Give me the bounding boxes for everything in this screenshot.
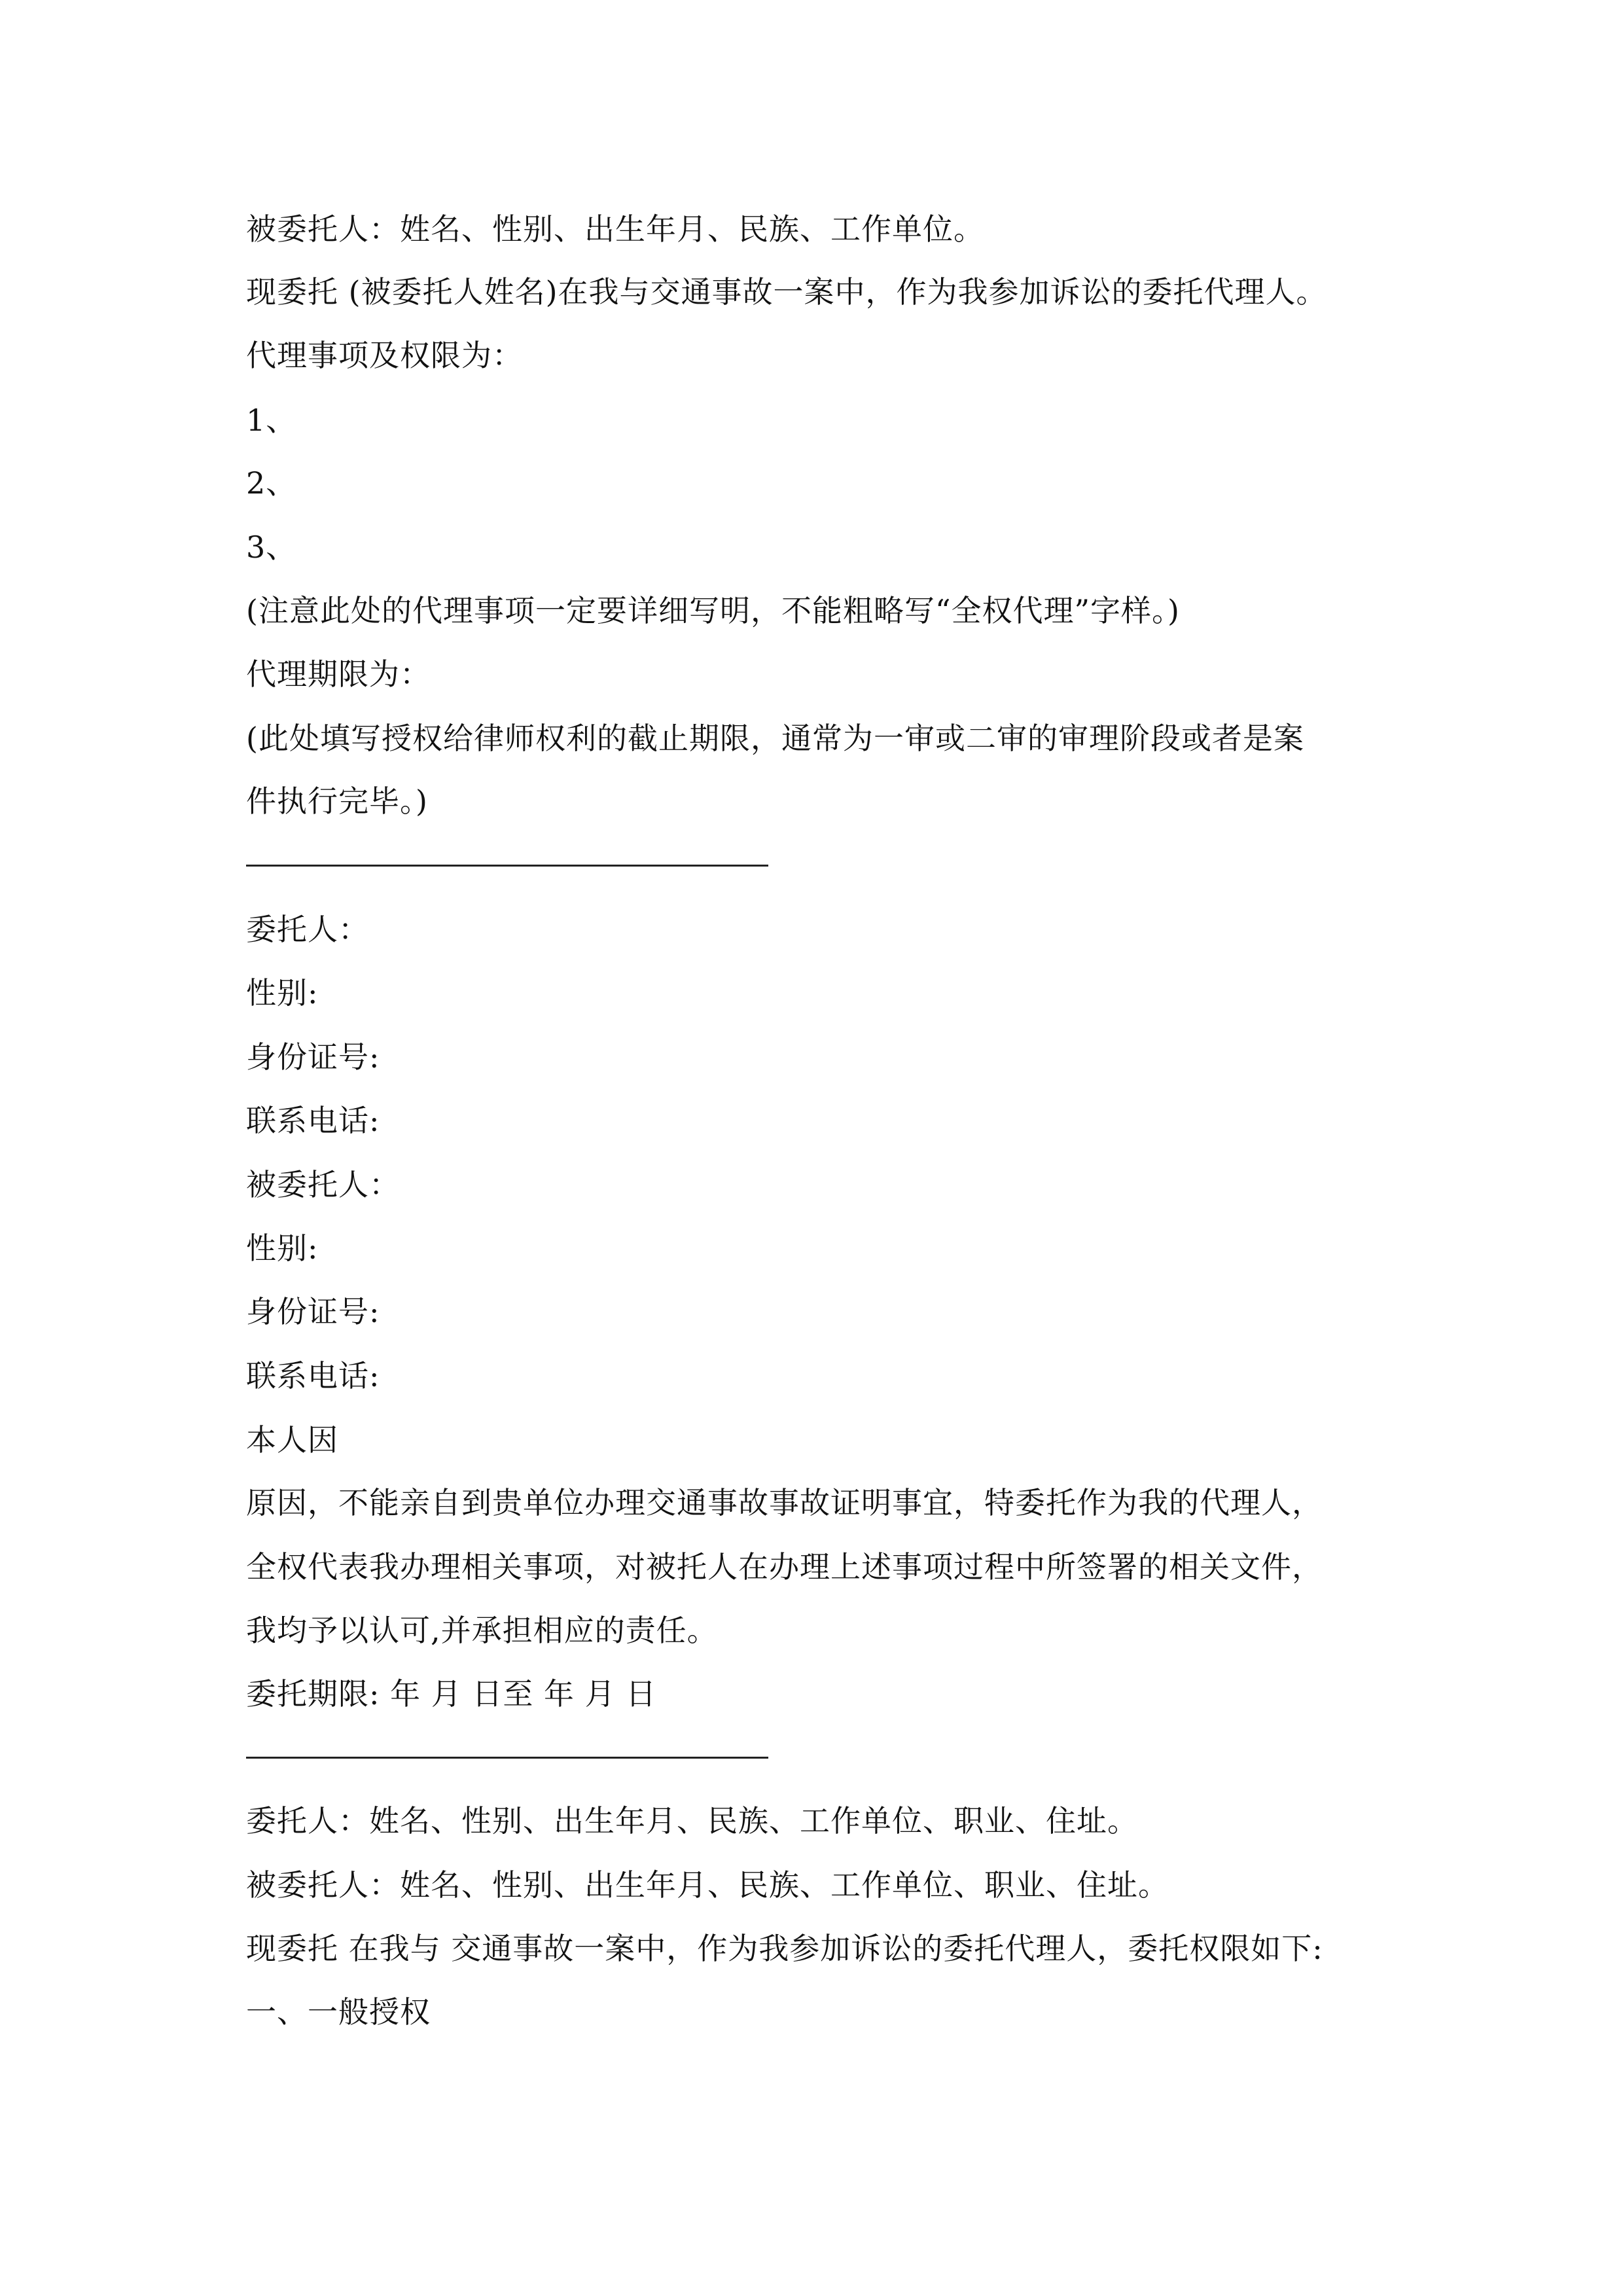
text-line: 本人因 [246, 1422, 338, 1458]
text-line: 身份证号: [246, 1294, 380, 1329]
text-line: 现委托 (被委托人姓名)在我与交通事故一案中，作为我参加诉讼的委托代理人。 [246, 274, 1327, 310]
text-line: 委托人： [246, 912, 369, 947]
text-line: 代理事项及权限为： [246, 338, 523, 373]
text-line: 被委托人： [246, 1167, 400, 1202]
text-line: 1、 [246, 403, 297, 438]
text-line: 身份证号: [246, 1039, 380, 1075]
text-line: 委托人：姓名、性别、出生年月、民族、工作单位、职业、住址。 [246, 1803, 1138, 1839]
text-line: 原因，不能亲自到贵单位办理交通事故事故证明事宜，特委托作为我的代理人， [246, 1485, 1323, 1520]
text-line: 性别: [246, 1230, 319, 1266]
text-line: 件执行完毕。) [246, 783, 428, 819]
text-line: 被委托人：姓名、性别、出生年月、民族、工作单位、职业、住址。 [246, 1867, 1169, 1903]
text-line: 3、 [246, 529, 297, 565]
text-line: 全权代表我办理相关事项，对被托人在办理上述事项过程中所签署的相关文件， [246, 1549, 1323, 1585]
text-line: 现委托 在我与 交通事故一案中，作为我参加诉讼的委托代理人，委托权限如下: [246, 1931, 1323, 1966]
text-line: 2、 [246, 465, 297, 501]
text-line: 联系电话: [246, 1358, 380, 1393]
separator-line [246, 865, 768, 867]
text-line: (注意此处的代理事项一定要详细写明，不能粗略写“全权代理”字样。) [246, 593, 1180, 628]
text-line: 性别: [246, 975, 319, 1011]
separator-line [246, 1757, 768, 1759]
text-line: 联系电话: [246, 1103, 380, 1138]
text-line: (此处填写授权给律师权利的截止期限，通常为一审或二审的审理阶段或者是案 [246, 721, 1304, 756]
text-line: 代理期限为： [246, 656, 431, 692]
text-line: 我均予以认可,并承担相应的责任。 [246, 1613, 718, 1648]
text-line: 被委托人：姓名、性别、出生年月、民族、工作单位。 [246, 211, 984, 247]
text-line: 一、一般授权 [246, 1994, 431, 2030]
text-line: 委托期限: 年 月 日至 年 月 日 [246, 1676, 657, 1712]
